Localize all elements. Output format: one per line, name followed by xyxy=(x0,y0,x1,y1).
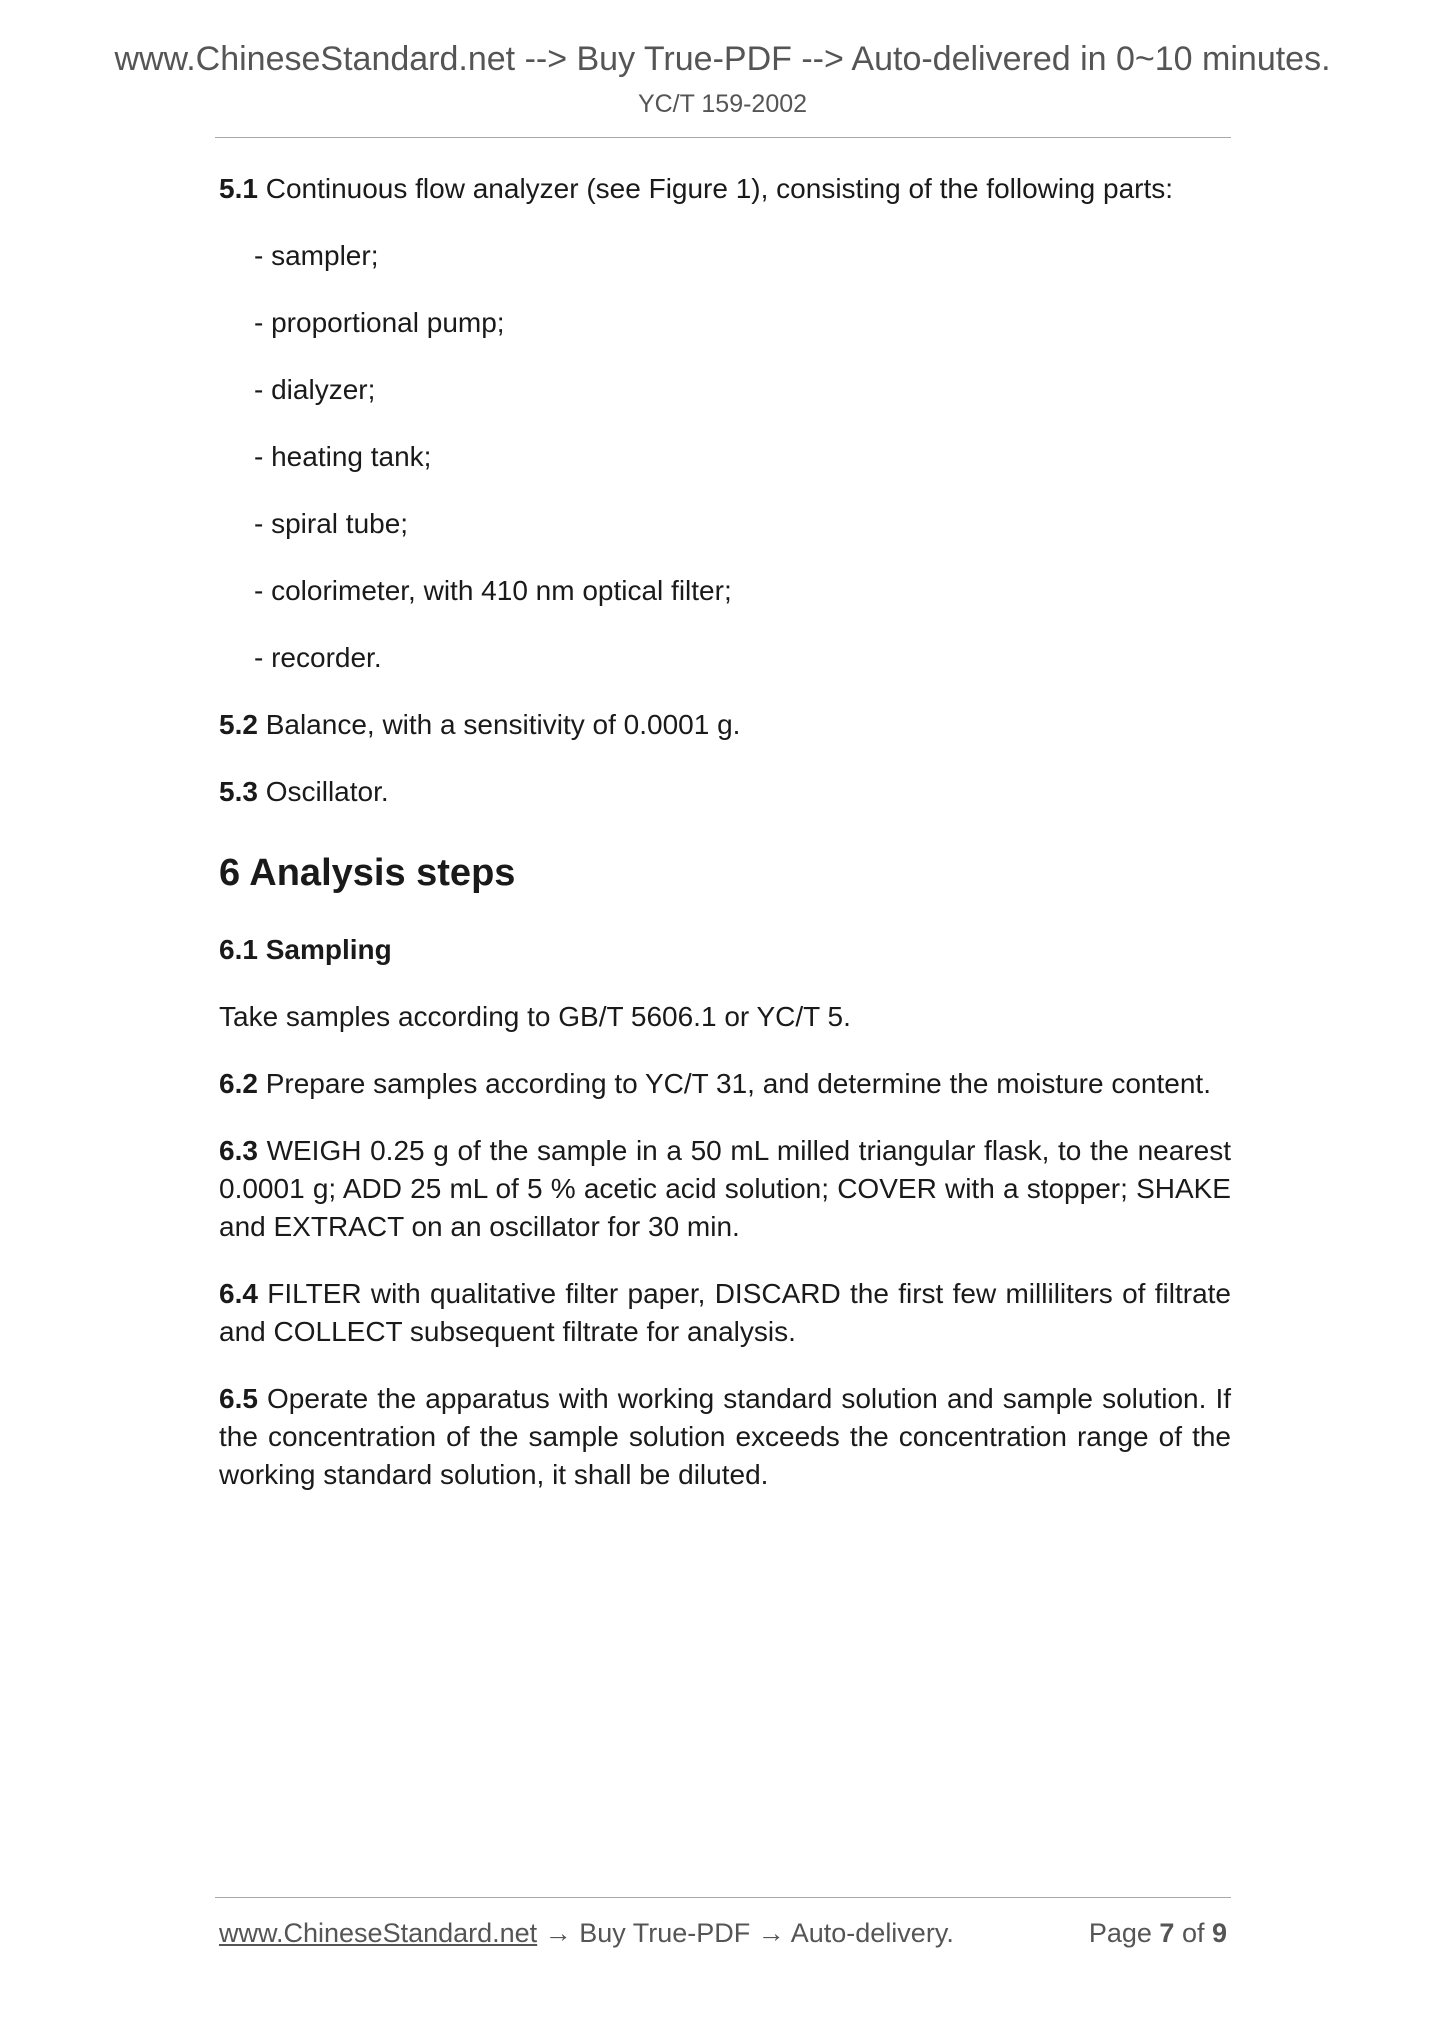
page-label: Page xyxy=(1088,1918,1160,1948)
clause-6-4 xyxy=(219,1275,1231,1351)
page-of-label: of xyxy=(1174,1918,1212,1948)
list-item: - sampler; xyxy=(254,240,379,271)
list-item: - dialyzer; xyxy=(254,374,376,405)
list-item: - recorder. xyxy=(254,642,382,673)
clause-number: 6.3 xyxy=(219,1135,258,1166)
clause-5-1 xyxy=(219,170,1231,208)
footer-divider xyxy=(215,1897,1231,1898)
clause-text: FILTER with qualitative filter paper, DISCARD the first few milliliters of filtrate and COLLECT subsequent filtrate for analysis. xyxy=(219,1278,1231,1347)
clause-text: Balance, with a sensitivity of 0.0001 g. xyxy=(257,709,741,740)
page-indicator xyxy=(1089,1918,1227,1949)
clause-text: Operate the apparatus with working standard solution and sample solution. If the concentration of the sample solution exceeds the concentration range of the working standard solution, it shall be diluted. xyxy=(219,1383,1231,1490)
list-item: - heating tank; xyxy=(254,441,432,472)
parts-list xyxy=(219,237,1231,677)
subsection-heading-6-1: 6.1 Sampling xyxy=(219,934,392,965)
clause-number: 5.3 xyxy=(219,776,258,807)
clause-number: 6.4 xyxy=(219,1278,258,1309)
document-code: YC/T 159-2002 xyxy=(637,90,808,118)
footer-promo-text: → Buy True-PDF → Auto-delivery. xyxy=(537,1918,954,1948)
header-banner: www.ChineseStandard.net --> Buy True-PDF --> Auto-delivered in 0~10 minutes. xyxy=(114,40,1331,78)
clause-text: Oscillator. xyxy=(257,776,389,807)
clause-text: WEIGH 0.25 g of the sample in a 50 mL milled triangular flask, to the nearest 0.0001 g; ADD 25 mL of 5 % acetic acid solution; COVER with a stopper; SHAKE and EXTRACT on an oscillator for 30 min. xyxy=(219,1135,1231,1242)
clause-number: 6.5 xyxy=(219,1383,258,1414)
clause-6-1-text: Take samples according to GB/T 5606.1 or YC/T 5. xyxy=(219,1001,851,1032)
total-page-count: 9 xyxy=(1211,1918,1227,1948)
clause-6-2 xyxy=(219,1065,1231,1103)
clause-number: 5.2 xyxy=(219,709,258,740)
section-heading-6: 6 Analysis steps xyxy=(219,852,516,894)
clause-5-2 xyxy=(219,706,1231,744)
clause-number: 5.1 xyxy=(219,173,258,204)
clause-6-5 xyxy=(219,1380,1231,1494)
clause-number: 6.2 xyxy=(219,1068,258,1099)
clause-text: Continuous flow analyzer (see Figure 1), consisting of the following parts: xyxy=(257,173,1174,204)
header-divider xyxy=(215,137,1231,138)
current-page-number: 7 xyxy=(1159,1918,1175,1948)
document-body xyxy=(219,170,1231,1523)
list-item: - colorimeter, with 410 nm optical filter; xyxy=(254,575,732,606)
footer-promo xyxy=(219,1918,954,1949)
clause-text: Prepare samples according to YC/T 31, and determine the moisture content. xyxy=(257,1068,1211,1099)
list-item: - spiral tube; xyxy=(254,508,409,539)
list-item: - proportional pump; xyxy=(254,307,505,338)
clause-5-3 xyxy=(219,773,1231,811)
clause-6-3 xyxy=(219,1132,1231,1246)
footer-website-link[interactable]: www.ChineseStandard.net xyxy=(219,1918,538,1948)
